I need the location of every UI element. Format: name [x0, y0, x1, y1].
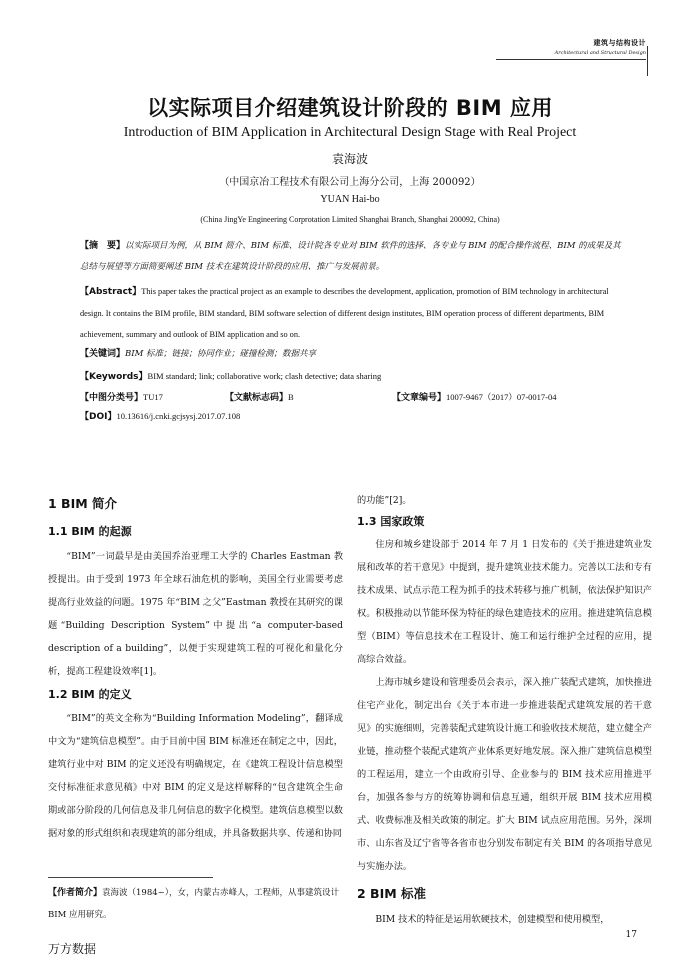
clc-value: TU17 — [143, 392, 163, 402]
section-2-heading: 2 BIM 标准 — [357, 886, 427, 901]
footnote-text: 袁海波（1984~），女，内蒙古赤峰人，工程师，从事建筑设计 BIM 应用研究。 — [48, 888, 340, 920]
page-number: 17 — [625, 930, 637, 940]
section-1-1-heading: 1.1 BIM 的起源 — [48, 525, 132, 538]
keywords-en-text: BIM standard; link; collaborative work; clash detective; data sharing — [147, 371, 382, 381]
keywords-cn — [80, 344, 625, 365]
abstract-en-text: This paper takes the practical project as an example to describes the development, application, promotion of BIM technology in architectural design. It contains the BIM profile, BIM standard, BIM software selection of different design institutes, BIM operation process of different departments, BIM achievement, summary and outlook of BIM application and so on. — [80, 287, 609, 339]
section-1-2-continued: 的功能”[2]。 — [357, 495, 412, 506]
article-number-label: 【文章编号】 — [392, 393, 447, 403]
keywords-en-label: 【Keywords】 — [80, 372, 148, 382]
footnote-label: 【作者简介】 — [48, 888, 103, 898]
abstract-cn — [80, 236, 625, 278]
author-footnote — [48, 882, 343, 926]
clc-number — [80, 390, 163, 403]
wanfang-watermark: 万方数据 — [48, 942, 97, 956]
doi-value: 10.13616/j.cnki.gcjsysj.2017.07.108 — [116, 411, 241, 421]
journal-name-cn: 建筑与结构设计 — [593, 38, 646, 47]
abstract-en — [80, 281, 625, 345]
section-1-2-paragraph: “BIM”的英文全称为“Building Information Modeling”，翻译成中文为“建筑信息模型”。由于目前中国 BIM 标准还在制定之中，因此，建筑行业中对 BIM 的定义还没有明确规定，在《建筑工程设计信息模型交付标准征求意见稿》中对 BIM 的定义是这样解释的“包含建筑全生命期或部分阶段的几何信息及非几何信息的数字化模型。建筑信息模型以数据对象的形式组织和表现建筑的部分组成，并具备数据共享、传递和协同 — [48, 713, 343, 839]
header-vertical-bar — [647, 46, 648, 76]
right-column — [357, 491, 652, 931]
left-column — [48, 493, 343, 845]
abstract-en-label: 【Abstract】 — [80, 287, 142, 297]
keywords-cn-label: 【关键词】 — [80, 349, 126, 359]
affiliation-cn: （中国京冶工程技术有限公司上海分公司，上海 200092） — [219, 177, 481, 188]
author-en: YUAN Hai-bo — [320, 194, 380, 205]
section-1-3-paragraph-2: 上海市城乡建设和管理委员会表示，深入推广装配式建筑，加快推进住宅产业化，制定出台《关于本市进一步推进装配式建筑发展的若干意见》的实施细则，完善装配式建筑设计施工和验收技术规范，建立健全产业链，推动整个装配式建筑产业体系更好地发展。深入推广建筑信息模型的工程运用，建立一个由政府引导、企业参与的 BIM 技术应用推进平台，加强各参与方的统筹协调和信息互通，组织开展 BIM 技术应用模式、收费标准及相关政策的制定。扩大 BIM 试点应用范围。另外，深圳市、山东省及辽宁省等各省市也分别发布制定有关 BIM 的各项指导意见与实施办法。 — [357, 677, 652, 872]
paper-title-en: Introduction of BIM Application in Architectural Design Stage with Real Project — [123, 125, 577, 140]
section-2-paragraph: BIM 技术的特征是运用软硬技术，创建模型和使用模型， — [375, 914, 610, 925]
author-cn: 袁海波 — [331, 152, 368, 166]
section-1-2-heading: 1.2 BIM 的定义 — [48, 688, 132, 701]
journal-name-en: Architectural and Structural Design — [554, 50, 646, 56]
section-1-3-heading: 1.3 国家政策 — [357, 515, 425, 528]
keywords-cn-text: BIM 标准；链接；协同作业；碰撞检测；数据共享 — [125, 349, 317, 359]
header-rule — [496, 59, 646, 60]
section-1-heading: 1 BIM 简介 — [48, 496, 118, 511]
paper-title-cn: 以实际项目介绍建筑设计阶段的 BIM 应用 — [147, 96, 553, 120]
keywords-en — [80, 366, 625, 388]
abstract-cn-text: 以实际项目为例，从 BIM 简介、BIM 标准、设计院各专业对 BIM 软件的选择、各专业与 BIM 的配合操作流程、BIM 的成果及其总结与展望等方面简要阐述 BIM 技术在建筑设计阶段的应用、推广与发展前景。 — [80, 241, 621, 272]
section-1-3-paragraph-1: 住房和城乡建设部于 2014 年 7 月 1 日发布的《关于推进建筑业发展和改革的若干意见》中提到，提升建筑业技术能力。完善以工法和专有技术成果、试点示范工程为抓手的技术转移与推广机制，依法保护知识产权。积极推动以节能环保为特征的绿色建造技术的应用。推进建筑信息模型（BIM）等信息技术在工程设计、施工和运行维护全过程的应用，提高综合效益。 — [357, 539, 652, 665]
clc-label: 【中图分类号】 — [80, 393, 144, 403]
doc-code-value: B — [288, 392, 294, 402]
doi — [80, 406, 625, 428]
document-code — [225, 390, 294, 403]
doc-code-label: 【文献标志码】 — [225, 393, 289, 403]
article-number — [392, 390, 557, 403]
doi-label: 【DOI】 — [80, 412, 117, 422]
article-number-value: 1007-9467（2017）07-0017-04 — [446, 392, 557, 402]
abstract-cn-label: 【摘 要】 — [80, 241, 126, 251]
footnote-rule — [48, 877, 213, 878]
section-1-1-paragraph: “BIM”一词最早是由美国乔治亚理工大学的 Charles Eastman 教授提出。由于受到 1973 年全球石油危机的影响，美国全行业需要考虑提高行业效益的问题。1975 年“BIM 之父”Eastman 教授在其研究的课题“Building Description System”中提出“a computer-based description of a building”，以便于实现建筑工程的可视化和量化分析，提高工程建设效率[1]。 — [48, 551, 343, 677]
affiliation-en: (China JingYe Engineering Corprotation Limited Shanghai Branch, Shanghai 200092, China) — [200, 215, 500, 224]
